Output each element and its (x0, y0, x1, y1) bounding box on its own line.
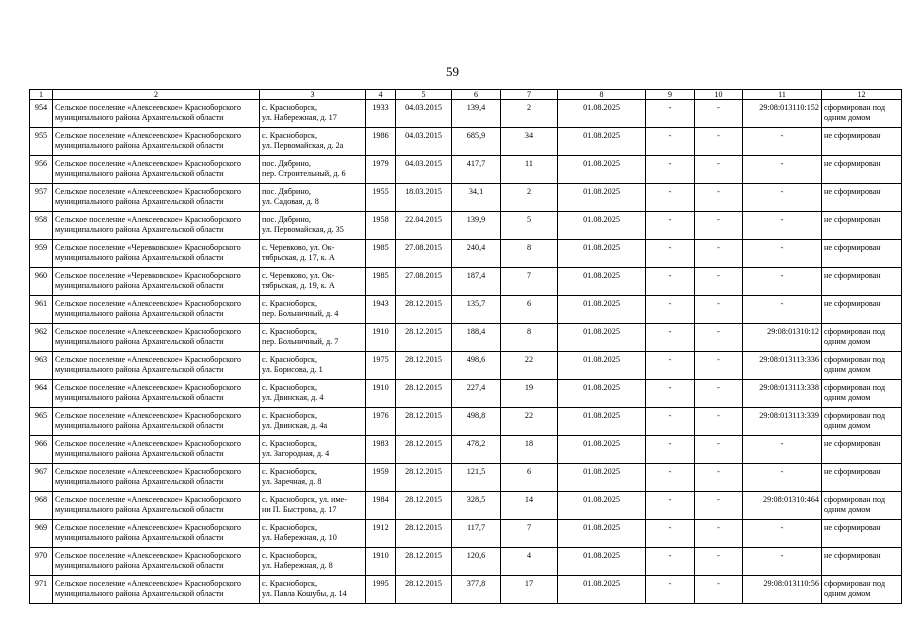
cadastral-number-cell: 29:08:013110:56 (743, 576, 822, 604)
term-cell: 01.08.2025 (558, 156, 646, 184)
table-row (30, 436, 902, 464)
area-cell: 121,5 (452, 464, 501, 492)
status-cell: не сформирован (822, 520, 902, 548)
term-cell: 01.08.2025 (558, 128, 646, 156)
cadastral-number-cell: 29:08:013110:152 (743, 100, 822, 128)
count-cell: 6 (501, 464, 558, 492)
cadastral-number-cell: 29:08:013113:339 (743, 408, 822, 436)
settlement-cell: Сельское поселение «Алексеевское» Красноборского муниципального района Архангельской области (53, 408, 260, 436)
term-cell: 01.08.2025 (558, 296, 646, 324)
date-cell: 28.12.2015 (396, 492, 452, 520)
column-10-cell: - (695, 548, 743, 576)
term-cell: 01.08.2025 (558, 548, 646, 576)
column-10-cell: - (695, 100, 743, 128)
count-cell: 5 (501, 212, 558, 240)
year-cell: 1933 (366, 100, 396, 128)
area-cell: 120,6 (452, 548, 501, 576)
table-body (30, 100, 902, 604)
address-cell: с. Красноборск, ул. Борисова, д. 1 (260, 352, 366, 380)
term-cell: 01.08.2025 (558, 240, 646, 268)
area-cell: 498,8 (452, 408, 501, 436)
settlement-cell: Сельское поселение «Алексеевское» Красноборского муниципального района Архангельской области (53, 380, 260, 408)
cadastral-number-cell: - (743, 464, 822, 492)
row-number-cell: 971 (30, 576, 53, 604)
row-number-cell: 961 (30, 296, 53, 324)
column-9-cell: - (646, 352, 695, 380)
area-cell: 117,7 (452, 520, 501, 548)
table-row (30, 492, 902, 520)
area-cell: 34,1 (452, 184, 501, 212)
address-cell: пос. Дябрино, ул. Первомайская, д. 35 (260, 212, 366, 240)
status-cell: не сформирован (822, 212, 902, 240)
column-number-row (30, 90, 902, 100)
column-10-cell: - (695, 268, 743, 296)
settlement-cell: Сельское поселение «Алексеевское» Красноборского муниципального района Архангельской области (53, 436, 260, 464)
status-cell: не сформирован (822, 464, 902, 492)
area-cell: 139,4 (452, 100, 501, 128)
address-cell: с. Красноборск, ул. Загородная, д. 4 (260, 436, 366, 464)
count-cell: 18 (501, 436, 558, 464)
address-cell: с. Красноборск, пер. Больничный, д. 4 (260, 296, 366, 324)
column-10-cell: - (695, 240, 743, 268)
term-cell: 01.08.2025 (558, 408, 646, 436)
table-row (30, 352, 902, 380)
row-number-cell: 964 (30, 380, 53, 408)
date-cell: 28.12.2015 (396, 520, 452, 548)
table-row (30, 548, 902, 576)
column-10-cell: - (695, 576, 743, 604)
status-cell: не сформирован (822, 156, 902, 184)
count-cell: 22 (501, 408, 558, 436)
area-cell: 187,4 (452, 268, 501, 296)
year-cell: 1958 (366, 212, 396, 240)
table-row (30, 156, 902, 184)
date-cell: 28.12.2015 (396, 464, 452, 492)
column-10-cell: - (695, 380, 743, 408)
column-9-cell: - (646, 100, 695, 128)
count-cell: 7 (501, 268, 558, 296)
year-cell: 1943 (366, 296, 396, 324)
date-cell: 28.12.2015 (396, 408, 452, 436)
count-cell: 8 (501, 324, 558, 352)
table-row (30, 240, 902, 268)
address-cell: с. Черевково, ул. Ок- тябрьская, д. 19, к. А (260, 268, 366, 296)
settlement-cell: Сельское поселение «Алексеевское» Красноборского муниципального района Архангельской области (53, 352, 260, 380)
settlement-cell: Сельское поселение «Черевковское» Красноборского муниципального района Архангельской области (53, 268, 260, 296)
column-9-cell: - (646, 548, 695, 576)
address-cell: пос. Дябрино, ул. Садовая, д. 8 (260, 184, 366, 212)
status-cell: сформирован под одним домом (822, 492, 902, 520)
row-number-cell: 955 (30, 128, 53, 156)
count-cell: 2 (501, 100, 558, 128)
row-number-cell: 963 (30, 352, 53, 380)
year-cell: 1959 (366, 464, 396, 492)
column-10-cell: - (695, 184, 743, 212)
address-cell: с. Красноборск, ул. Двинская, д. 4 (260, 380, 366, 408)
column-10-cell: - (695, 156, 743, 184)
table-row (30, 268, 902, 296)
year-cell: 1910 (366, 380, 396, 408)
term-cell: 01.08.2025 (558, 212, 646, 240)
address-cell: с. Красноборск, ул. Первомайская, д. 2а (260, 128, 366, 156)
column-10-cell: - (695, 520, 743, 548)
area-cell: 240,4 (452, 240, 501, 268)
row-number-cell: 965 (30, 408, 53, 436)
settlement-cell: Сельское поселение «Алексеевское» Красноборского муниципального района Архангельской области (53, 128, 260, 156)
term-cell: 01.08.2025 (558, 100, 646, 128)
date-cell: 18.03.2015 (396, 184, 452, 212)
settlement-cell: Сельское поселение «Алексеевское» Красноборского муниципального района Архангельской области (53, 520, 260, 548)
cadastral-number-cell: - (743, 156, 822, 184)
address-cell: с. Красноборск, ул. Заречная, д. 8 (260, 464, 366, 492)
table-row (30, 520, 902, 548)
table-row (30, 324, 902, 352)
year-cell: 1910 (366, 548, 396, 576)
column-9-cell: - (646, 296, 695, 324)
column-9-cell: - (646, 408, 695, 436)
column-9-cell: - (646, 268, 695, 296)
date-cell: 28.12.2015 (396, 352, 452, 380)
column-number-header: 12 (822, 90, 902, 100)
table-row (30, 408, 902, 436)
column-number-header: 6 (452, 90, 501, 100)
year-cell: 1983 (366, 436, 396, 464)
row-number-cell: 954 (30, 100, 53, 128)
column-9-cell: - (646, 240, 695, 268)
cadastral-number-cell: 29:08:013113:336 (743, 352, 822, 380)
address-cell: с. Черевково, ул. Ок- тябрьская, д. 17, к. А (260, 240, 366, 268)
status-cell: не сформирован (822, 548, 902, 576)
year-cell: 1976 (366, 408, 396, 436)
address-cell: с. Красноборск, ул. Двинская, д. 4а (260, 408, 366, 436)
column-10-cell: - (695, 212, 743, 240)
settlement-cell: Сельское поселение «Алексеевское» Красноборского муниципального района Архангельской области (53, 324, 260, 352)
year-cell: 1912 (366, 520, 396, 548)
address-cell: с. Красноборск, ул. Павла Кошубы, д. 14 (260, 576, 366, 604)
row-number-cell: 958 (30, 212, 53, 240)
count-cell: 17 (501, 576, 558, 604)
count-cell: 11 (501, 156, 558, 184)
row-number-cell: 969 (30, 520, 53, 548)
column-9-cell: - (646, 128, 695, 156)
cadastral-number-cell: 29:08:01310:12 (743, 324, 822, 352)
status-cell: не сформирован (822, 128, 902, 156)
year-cell: 1985 (366, 240, 396, 268)
status-cell: сформирован под одним домом (822, 408, 902, 436)
count-cell: 14 (501, 492, 558, 520)
term-cell: 01.08.2025 (558, 436, 646, 464)
settlement-cell: Сельское поселение «Алексеевское» Красноборского муниципального района Архангельской области (53, 548, 260, 576)
table-row (30, 296, 902, 324)
address-cell: с. Красноборск, ул. Набережная, д. 10 (260, 520, 366, 548)
settlement-cell: Сельское поселение «Алексеевское» Красноборского муниципального района Архангельской области (53, 184, 260, 212)
area-cell: 377,8 (452, 576, 501, 604)
row-number-cell: 960 (30, 268, 53, 296)
status-cell: не сформирован (822, 268, 902, 296)
column-10-cell: - (695, 464, 743, 492)
column-9-cell: - (646, 464, 695, 492)
address-cell: пос. Дябрино, пер. Строительный, д. 6 (260, 156, 366, 184)
cadastral-number-cell: - (743, 184, 822, 212)
count-cell: 8 (501, 240, 558, 268)
cadastral-number-cell: - (743, 548, 822, 576)
row-number-cell: 967 (30, 464, 53, 492)
year-cell: 1995 (366, 576, 396, 604)
settlement-cell: Сельское поселение «Алексеевское» Красноборского муниципального района Архангельской области (53, 492, 260, 520)
status-cell: сформирован под одним домом (822, 380, 902, 408)
table-row (30, 128, 902, 156)
column-10-cell: - (695, 128, 743, 156)
row-number-cell: 970 (30, 548, 53, 576)
column-9-cell: - (646, 184, 695, 212)
column-10-cell: - (695, 436, 743, 464)
cadastral-number-cell: 29:08:01310:464 (743, 492, 822, 520)
cadastral-number-cell: 29:08:013113:338 (743, 380, 822, 408)
area-cell: 188,4 (452, 324, 501, 352)
count-cell: 7 (501, 520, 558, 548)
column-10-cell: - (695, 492, 743, 520)
column-number-header: 10 (695, 90, 743, 100)
date-cell: 27.08.2015 (396, 268, 452, 296)
date-cell: 04.03.2015 (396, 156, 452, 184)
column-9-cell: - (646, 520, 695, 548)
cadastral-number-cell: - (743, 520, 822, 548)
column-9-cell: - (646, 324, 695, 352)
address-cell: с. Красноборск, ул. Набережная, д. 8 (260, 548, 366, 576)
address-cell: с. Красноборск, ул. Набережная, д. 17 (260, 100, 366, 128)
count-cell: 34 (501, 128, 558, 156)
term-cell: 01.08.2025 (558, 492, 646, 520)
row-number-cell: 956 (30, 156, 53, 184)
year-cell: 1984 (366, 492, 396, 520)
cadastral-number-cell: - (743, 268, 822, 296)
settlement-cell: Сельское поселение «Черевковское» Красноборского муниципального района Архангельской области (53, 240, 260, 268)
settlement-cell: Сельское поселение «Алексеевское» Красноборского муниципального района Архангельской области (53, 212, 260, 240)
table-row (30, 184, 902, 212)
year-cell: 1975 (366, 352, 396, 380)
count-cell: 22 (501, 352, 558, 380)
year-cell: 1979 (366, 156, 396, 184)
cadastral-number-cell: - (743, 240, 822, 268)
status-cell: не сформирован (822, 240, 902, 268)
term-cell: 01.08.2025 (558, 576, 646, 604)
cadastral-number-cell: - (743, 296, 822, 324)
column-10-cell: - (695, 352, 743, 380)
column-number-header: 3 (260, 90, 366, 100)
column-number-header: 7 (501, 90, 558, 100)
area-cell: 328,5 (452, 492, 501, 520)
settlement-cell: Сельское поселение «Алексеевское» Красноборского муниципального района Архангельской области (53, 464, 260, 492)
row-number-cell: 957 (30, 184, 53, 212)
registry-table (29, 89, 902, 604)
row-number-cell: 962 (30, 324, 53, 352)
date-cell: 28.12.2015 (396, 576, 452, 604)
area-cell: 139,9 (452, 212, 501, 240)
column-number-header: 2 (53, 90, 260, 100)
count-cell: 6 (501, 296, 558, 324)
table-row (30, 212, 902, 240)
term-cell: 01.08.2025 (558, 520, 646, 548)
year-cell: 1910 (366, 324, 396, 352)
status-cell: сформирован под одним домом (822, 100, 902, 128)
status-cell: сформирован под одним домом (822, 324, 902, 352)
status-cell: сформирован под одним домом (822, 352, 902, 380)
column-9-cell: - (646, 436, 695, 464)
status-cell: не сформирован (822, 436, 902, 464)
term-cell: 01.08.2025 (558, 352, 646, 380)
date-cell: 28.12.2015 (396, 380, 452, 408)
row-number-cell: 966 (30, 436, 53, 464)
column-number-header: 8 (558, 90, 646, 100)
table-row (30, 380, 902, 408)
date-cell: 28.12.2015 (396, 296, 452, 324)
cadastral-number-cell: - (743, 212, 822, 240)
column-10-cell: - (695, 408, 743, 436)
row-number-cell: 959 (30, 240, 53, 268)
area-cell: 685,9 (452, 128, 501, 156)
settlement-cell: Сельское поселение «Алексеевское» Красноборского муниципального района Архангельской области (53, 296, 260, 324)
settlement-cell: Сельское поселение «Алексеевское» Красноборского муниципального района Архангельской области (53, 100, 260, 128)
count-cell: 4 (501, 548, 558, 576)
date-cell: 22.04.2015 (396, 212, 452, 240)
term-cell: 01.08.2025 (558, 268, 646, 296)
date-cell: 28.12.2015 (396, 324, 452, 352)
column-number-header: 9 (646, 90, 695, 100)
table-row (30, 100, 902, 128)
area-cell: 417,7 (452, 156, 501, 184)
address-cell: с. Красноборск, ул. име- ни П. Быстрова, д. 17 (260, 492, 366, 520)
page-number: 59 (446, 64, 459, 79)
area-cell: 227,4 (452, 380, 501, 408)
column-number-header: 1 (30, 90, 53, 100)
row-number-cell: 968 (30, 492, 53, 520)
date-cell: 27.08.2015 (396, 240, 452, 268)
count-cell: 19 (501, 380, 558, 408)
year-cell: 1985 (366, 268, 396, 296)
table-row (30, 576, 902, 604)
address-cell: с. Красноборск, пер. Больничный, д. 7 (260, 324, 366, 352)
status-cell: сформирован под одним домом (822, 576, 902, 604)
column-number-header: 5 (396, 90, 452, 100)
column-9-cell: - (646, 212, 695, 240)
term-cell: 01.08.2025 (558, 184, 646, 212)
column-9-cell: - (646, 380, 695, 408)
status-cell: не сформирован (822, 296, 902, 324)
cadastral-number-cell: - (743, 128, 822, 156)
column-9-cell: - (646, 576, 695, 604)
column-10-cell: - (695, 296, 743, 324)
cadastral-number-cell: - (743, 436, 822, 464)
area-cell: 478,2 (452, 436, 501, 464)
date-cell: 28.12.2015 (396, 548, 452, 576)
date-cell: 04.03.2015 (396, 128, 452, 156)
term-cell: 01.08.2025 (558, 380, 646, 408)
settlement-cell: Сельское поселение «Алексеевское» Красноборского муниципального района Архангельской области (53, 156, 260, 184)
settlement-cell: Сельское поселение «Алексеевское» Красноборского муниципального района Архангельской области (53, 576, 260, 604)
date-cell: 28.12.2015 (396, 436, 452, 464)
column-number-header: 11 (743, 90, 822, 100)
column-number-header: 4 (366, 90, 396, 100)
area-cell: 135,7 (452, 296, 501, 324)
column-9-cell: - (646, 156, 695, 184)
area-cell: 498,6 (452, 352, 501, 380)
year-cell: 1986 (366, 128, 396, 156)
year-cell: 1955 (366, 184, 396, 212)
term-cell: 01.08.2025 (558, 464, 646, 492)
term-cell: 01.08.2025 (558, 324, 646, 352)
column-9-cell: - (646, 492, 695, 520)
count-cell: 2 (501, 184, 558, 212)
column-10-cell: - (695, 324, 743, 352)
date-cell: 04.03.2015 (396, 100, 452, 128)
status-cell: не сформирован (822, 184, 902, 212)
table-row (30, 464, 902, 492)
